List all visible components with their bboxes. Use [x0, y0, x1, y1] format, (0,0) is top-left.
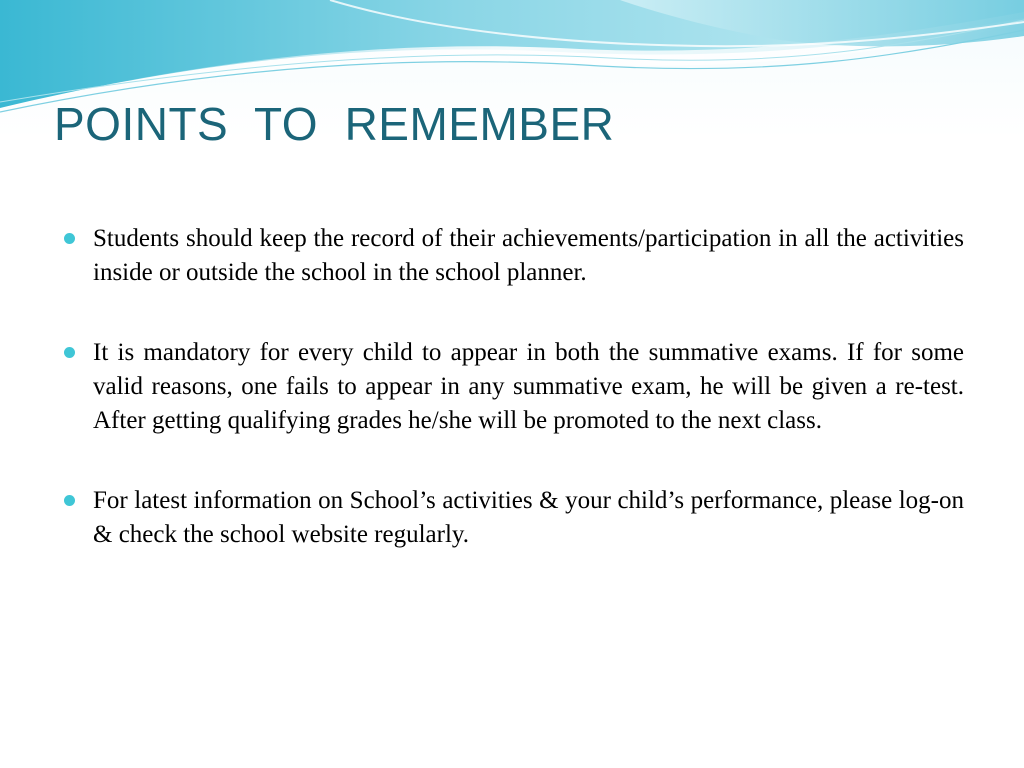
bullet-dot-icon: [64, 495, 75, 506]
slide-title: POINTS TO REMEMBER: [54, 98, 615, 150]
bullet-text: Students should keep the record of their achievements/participation in all the activities inside or outside the school in the school planner.: [93, 225, 964, 286]
bullet-list: [64, 222, 964, 552]
bullet-dot-icon: [64, 347, 75, 358]
bullet-dot-icon: [64, 233, 75, 244]
bullet-item-planner-record: [64, 222, 964, 290]
bullet-text: For latest information on School’s activities & your child’s performance, please log-on & check the school website regularly.: [93, 487, 964, 548]
bullet-text: It is mandatory for every child to appear in both the summative exams. If for some valid reasons, one fails to appear in any summative exam, he will be given a re-test. After getting qualifying grades he/she will be promoted to the next class.: [93, 339, 964, 434]
bullet-item-school-website: [64, 484, 964, 552]
bullet-item-summative-exams: [64, 336, 964, 438]
